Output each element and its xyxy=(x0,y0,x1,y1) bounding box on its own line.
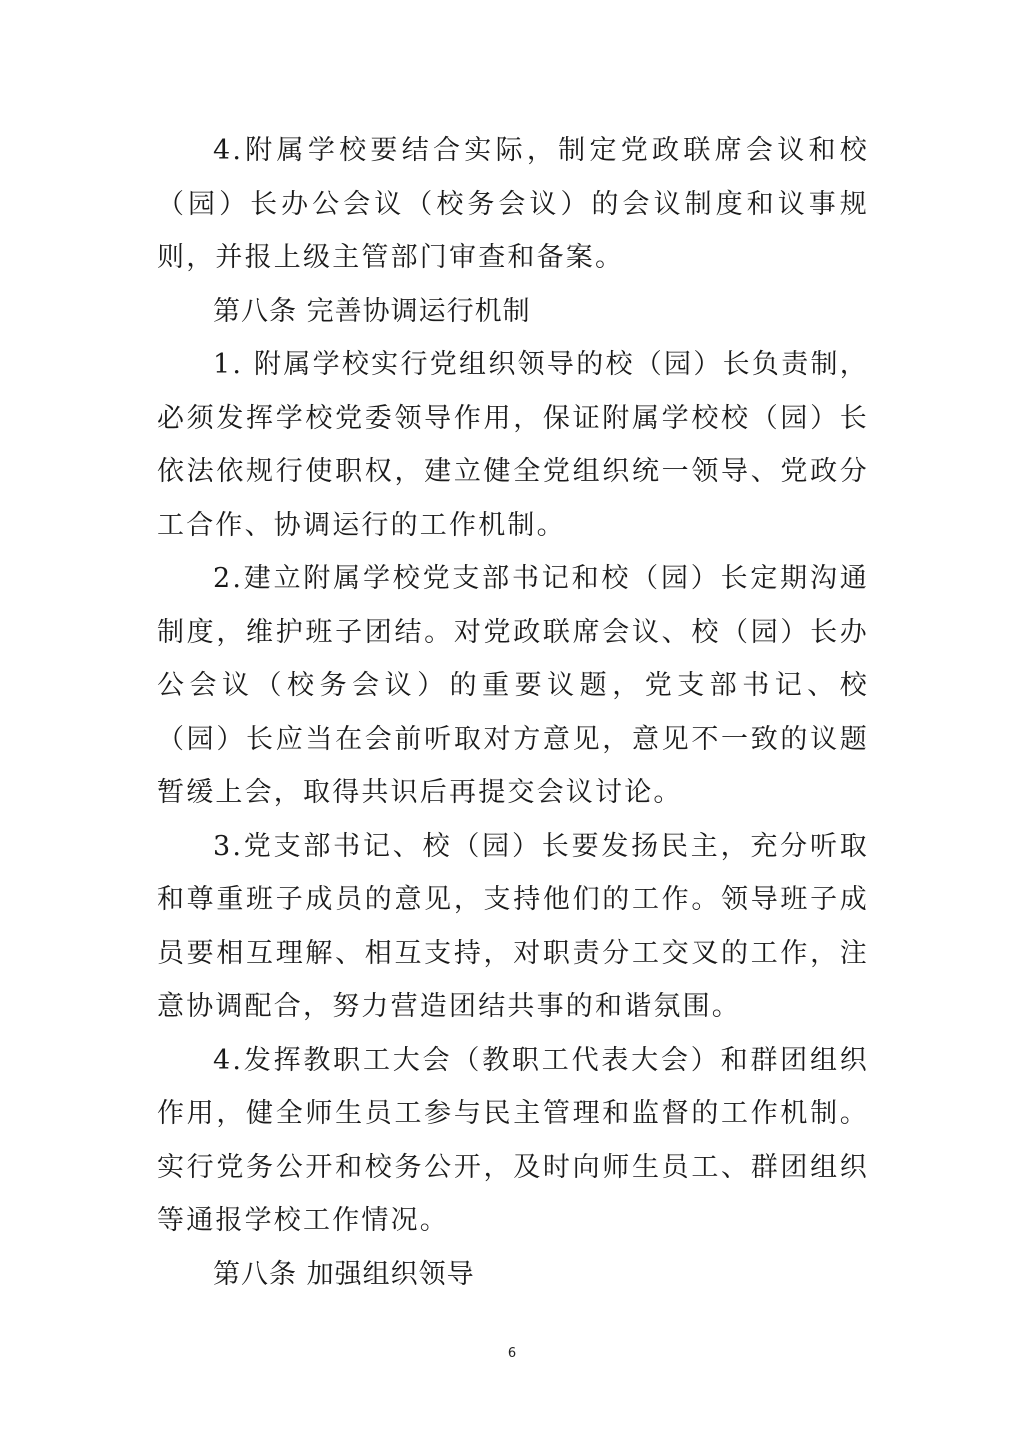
article-heading-leadership: 第八条 加强组织领导 xyxy=(213,1258,475,1290)
document-body xyxy=(157,124,869,1301)
paragraph-meeting-rules: 4.附属学校要结合实际，制定党政联席会议和校（园）长办公会议（校务会议）的会议制度和议事规则，并报上级主管部门审查和备案。 xyxy=(157,135,869,273)
paragraph-staff-congress: 4.发挥教职工大会（教职工代表大会）和群团组织作用，健全师生员工参与民主管理和监督的工作机制。实行党务公开和校务公开，及时向师生员工、群团组织等通报学校工作情况。 xyxy=(157,1044,869,1236)
paragraph-communication-system: 2.建立附属学校党支部书记和校（园）长定期沟通制度，维护班子团结。对党政联席会议、校（园）长办公会议（校务会议）的重要议题，党支部书记、校（园）长应当在会前听取对方意见，意见不一致的议题暂缓上会，取得共识后再提交会议讨论。 xyxy=(157,563,869,808)
paragraph-democracy: 3.党支部书记、校（园）长要发扬民主，充分听取和尊重班子成员的意见，支持他们的工作。领导班子成员要相互理解、相互支持，对职责分工交叉的工作，注意协调配合，努力营造团结共事的和谐氛围。 xyxy=(157,830,869,1022)
page-number: 6 xyxy=(507,1346,517,1361)
article-heading-coordination: 第八条 完善协调运行机制 xyxy=(213,295,531,327)
paragraph-principal-responsibility: 1. 附属学校实行党组织领导的校（园）长负责制，必须发挥学校党委领导作用，保证附属学校校（园）长依法依规行使职权，建立健全党组织统一领导、党政分工合作、协调运行的工作机制。 xyxy=(157,349,869,541)
